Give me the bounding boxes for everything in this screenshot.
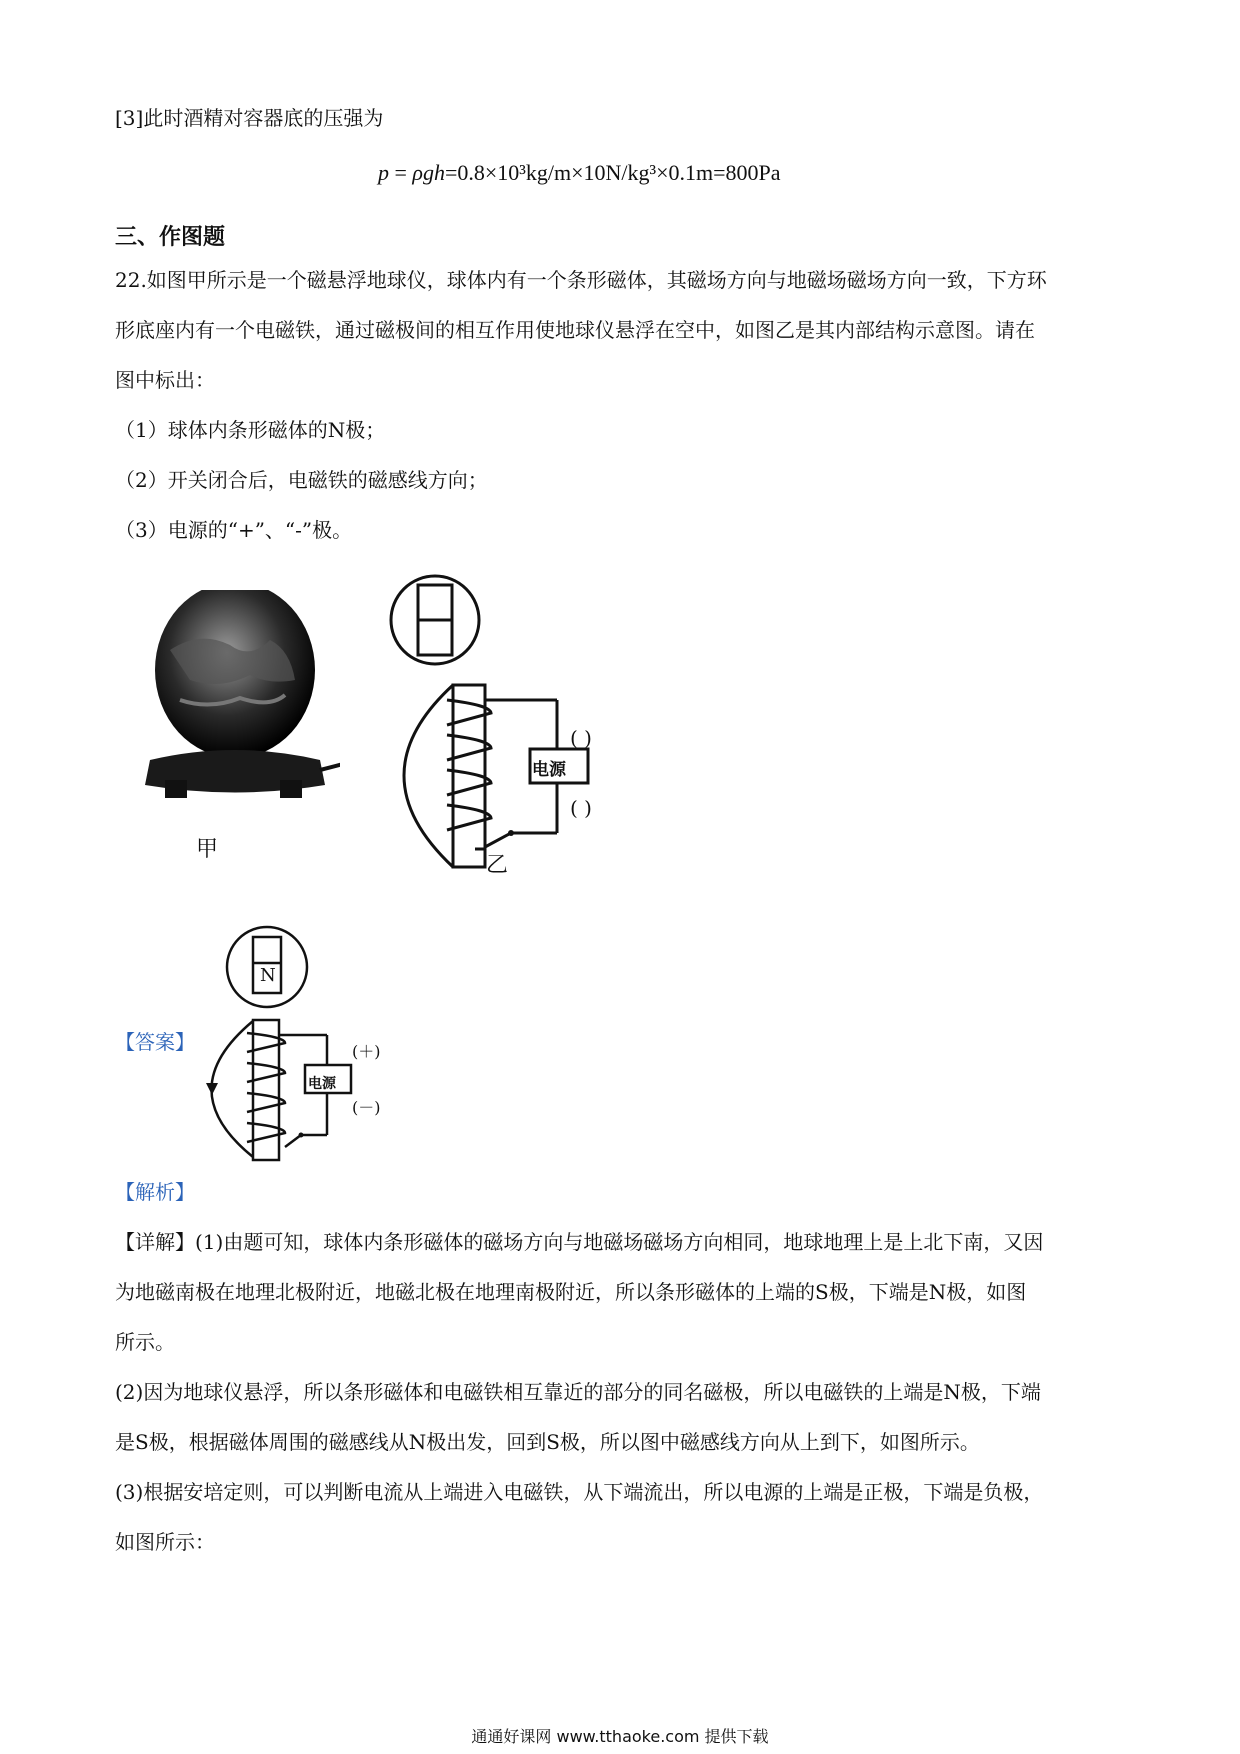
formula-rho: ρgh bbox=[412, 160, 445, 185]
switch-pivot bbox=[508, 830, 514, 836]
part3-text: [3]此时酒精对容器底的压强为 bbox=[115, 106, 384, 130]
answer-minus: (－) bbox=[352, 1098, 381, 1117]
power-cable bbox=[320, 762, 340, 770]
detail-line-1: 【详解】(1)由题可知，球体内条形磁体的磁场方向与地磁场磁场方向相同，地球地理上是上北下南，又因 bbox=[115, 1230, 1044, 1254]
answer-label: 【答案】 bbox=[115, 1030, 195, 1054]
field-arrow-icon bbox=[206, 1083, 218, 1095]
question-item-3: （3）电源的“+”、“-”极。 bbox=[115, 518, 353, 542]
detail-line-5: 是S极，根据磁体周围的磁感线从N极出发，回到S极，所以图中磁感线方向从上到下，如图所示。 bbox=[115, 1430, 980, 1454]
answer-power-label: 电源 bbox=[308, 1076, 336, 1092]
answer-plus: (＋) bbox=[352, 1042, 381, 1061]
question-line-3: 图中标出： bbox=[115, 368, 215, 392]
figure-yi-label: 乙 bbox=[486, 853, 509, 878]
answer-field-loop bbox=[212, 1021, 254, 1157]
globe-image bbox=[120, 590, 340, 880]
figure-yi-bottom-bracket: ( ) bbox=[570, 796, 592, 820]
question-item-2: （2）开关闭合后，电磁铁的磁感线方向； bbox=[115, 468, 488, 492]
answer-figure bbox=[195, 925, 415, 1165]
detail-line-3: 所示。 bbox=[115, 1330, 175, 1354]
formula-rest: =0.8×10³kg/m×10N/kg³×0.1m=800Pa bbox=[444, 160, 781, 185]
figure-yi-top-bracket: ( ) bbox=[570, 726, 592, 750]
field-loop bbox=[404, 685, 453, 867]
formula-p: p bbox=[378, 160, 389, 185]
page-footer: 通通好课网 www.tthaoke.com 提供下载 bbox=[471, 1727, 769, 1746]
question-line-1: 22.如图甲所示是一个磁悬浮地球仪，球体内有一个条形磁体，其磁场方向与地磁场磁场方向一致，下方环 bbox=[115, 268, 1047, 292]
answer-n-pole: N bbox=[260, 965, 276, 986]
detail-line-2: 为地磁南极在地理北极附近，地磁北极在地理南极附近，所以条形磁体的上端的S极，下端是N极，如图 bbox=[115, 1280, 1027, 1304]
detail-line-7: 如图所示： bbox=[115, 1530, 215, 1554]
formula-eq: = bbox=[389, 160, 413, 185]
figure-jia-label: 甲 bbox=[196, 837, 219, 862]
figure-jia bbox=[120, 590, 340, 880]
switch-lever bbox=[485, 833, 511, 847]
detail-line-4: (2)因为地球仪悬浮，所以条形磁体和电磁铁相互靠近的部分的同名磁极，所以电磁铁的上端是N极，下端 bbox=[115, 1380, 1041, 1404]
detail-line-6: (3)根据安培定则，可以判断电流从上端进入电磁铁，从下端流出，所以电源的上端是正极，下端是负极， bbox=[115, 1480, 1044, 1504]
question-line-2: 形底座内有一个电磁铁，通过磁极间的相互作用使地球仪悬浮在空中，如图乙是其内部结构示意图。请在 bbox=[115, 318, 1035, 342]
figure-yi bbox=[385, 565, 645, 885]
pressure-formula bbox=[378, 160, 781, 186]
analysis-label: 【解析】 bbox=[115, 1180, 195, 1204]
figure-yi-power-label: 电源 bbox=[532, 760, 566, 780]
section-heading: 三、作图题 bbox=[115, 225, 226, 250]
question-item-1: （1）球体内条形磁体的N极； bbox=[115, 418, 386, 442]
